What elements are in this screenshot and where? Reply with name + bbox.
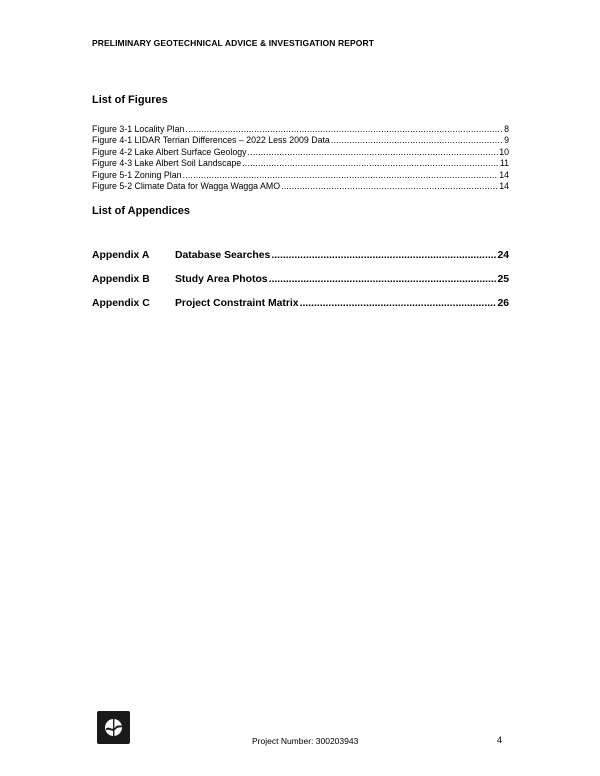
figure-entry[interactable] (92, 170, 509, 181)
figure-entry[interactable] (92, 158, 509, 169)
figure-entry[interactable] (92, 135, 509, 146)
appendices-list (92, 250, 509, 322)
dot-leader (300, 298, 497, 309)
figure-label: Figure 4-3 Lake Albert Soil Landscape (92, 158, 242, 169)
figure-label: Figure 5-2 Climate Data for Wagga Wagga AMO (92, 181, 281, 192)
project-number: Project Number: 300203943 (252, 736, 359, 746)
figure-entry[interactable] (92, 147, 509, 158)
figure-label: Figure 4-2 Lake Albert Surface Geology (92, 146, 247, 157)
appendix-title: Database Searches (175, 250, 271, 261)
figure-label: Figure 4-1 LIDAR Terrian Differences – 2022 Less 2009 Data (92, 135, 330, 146)
appendix-entry[interactable] (92, 274, 509, 298)
appendix-page: 25 (497, 274, 509, 285)
figure-page: 14 (499, 169, 509, 180)
appendix-label: Appendix C (92, 298, 150, 309)
dot-leader (185, 124, 503, 135)
figure-page: 11 (499, 158, 509, 169)
figure-entry[interactable] (92, 181, 509, 192)
dot-leader (271, 250, 496, 261)
company-logo-icon (97, 711, 130, 744)
appendix-entry[interactable] (92, 298, 509, 322)
appendix-page: 26 (497, 298, 509, 309)
dot-leader (248, 147, 499, 158)
figure-page: 8 (504, 124, 509, 134)
dot-leader (331, 135, 503, 146)
appendix-label: Appendix A (92, 250, 150, 261)
list-of-appendices-title: List of Appendices (92, 205, 190, 217)
dot-leader (242, 158, 499, 169)
appendix-title: Study Area Photos (175, 274, 268, 285)
list-of-figures-title: List of Figures (92, 94, 168, 106)
figures-list (92, 124, 509, 192)
figure-page: 9 (504, 135, 509, 146)
figure-entry[interactable] (92, 124, 509, 135)
page-number: 4 (497, 735, 503, 745)
appendix-label: Appendix B (92, 274, 150, 285)
appendix-title: Project Constraint Matrix (175, 298, 299, 309)
report-header: PRELIMINARY GEOTECHNICAL ADVICE & INVESTIGATION REPORT (92, 38, 374, 48)
figure-label: Figure 5-1 Zoning Plan (92, 169, 182, 180)
dot-leader (281, 181, 498, 192)
figure-page: 14 (499, 181, 509, 192)
appendix-entry[interactable] (92, 250, 509, 274)
figure-label: Figure 3-1 Locality Plan (92, 124, 185, 134)
figure-page: 10 (499, 146, 509, 157)
dot-leader (183, 170, 499, 181)
appendix-page: 24 (497, 250, 509, 261)
dot-leader (269, 274, 497, 285)
